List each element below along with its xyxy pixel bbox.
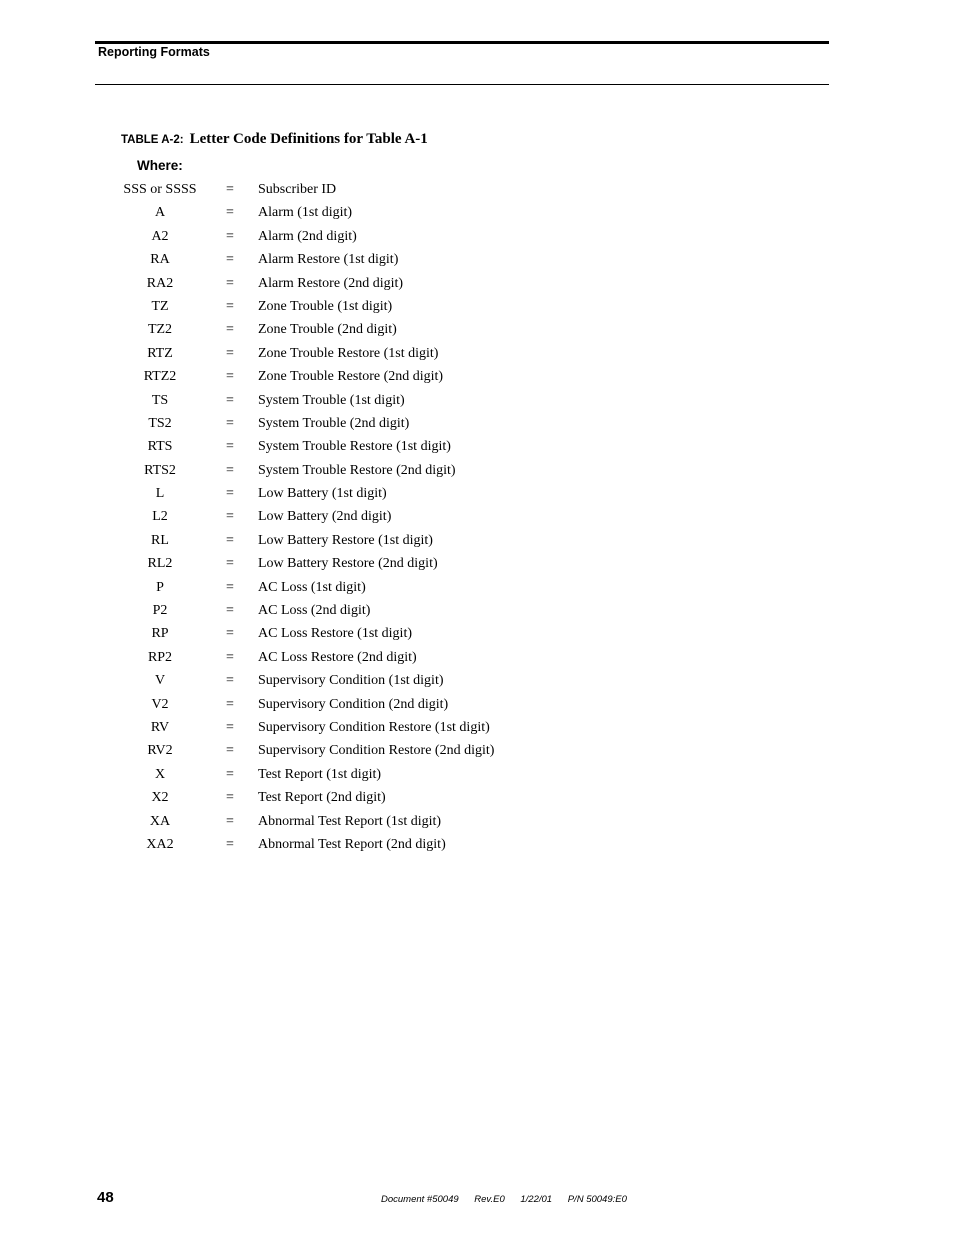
footer-date: 1/22/01 bbox=[520, 1194, 553, 1205]
equals-sign: = bbox=[226, 509, 234, 525]
table-row bbox=[112, 763, 572, 786]
code-definition: Zone Trouble (1st digit) bbox=[258, 298, 393, 314]
letter-code: RV bbox=[150, 719, 170, 735]
equals-sign: = bbox=[226, 439, 234, 455]
table-row bbox=[112, 786, 572, 809]
code-definition: AC Loss Restore (2nd digit) bbox=[258, 649, 417, 665]
equals-sign: = bbox=[226, 205, 234, 221]
where-label: Where: bbox=[137, 158, 183, 173]
letter-code: L bbox=[155, 486, 165, 502]
letter-code: TZ bbox=[151, 298, 169, 314]
top-rule bbox=[95, 41, 829, 44]
table-row bbox=[112, 482, 572, 505]
table-caption bbox=[121, 130, 428, 148]
letter-code: SSS or SSSS bbox=[123, 182, 197, 197]
equals-sign: = bbox=[226, 673, 234, 689]
equals-sign: = bbox=[226, 415, 234, 431]
letter-code: RTS bbox=[147, 439, 173, 455]
table-row bbox=[112, 576, 572, 599]
code-definition: Test Report (1st digit) bbox=[258, 766, 382, 782]
table-row bbox=[112, 833, 572, 856]
table-row bbox=[112, 622, 572, 645]
table-row bbox=[112, 599, 572, 622]
equals-sign: = bbox=[226, 603, 234, 619]
code-definition: Supervisory Condition (1st digit) bbox=[258, 673, 444, 689]
code-definition: AC Loss Restore (1st digit) bbox=[258, 626, 412, 642]
equals-sign: = bbox=[226, 275, 234, 291]
letter-code: RA bbox=[150, 252, 170, 268]
code-definition: AC Loss (2nd digit) bbox=[258, 603, 371, 619]
code-definition: Abnormal Test Report (2nd digit) bbox=[258, 836, 446, 852]
code-definition: AC Loss (1st digit) bbox=[258, 579, 366, 595]
equals-sign: = bbox=[226, 392, 234, 408]
table-row bbox=[112, 225, 572, 248]
code-definition: System Trouble (1st digit) bbox=[258, 392, 405, 408]
table-row bbox=[112, 435, 572, 458]
equals-sign: = bbox=[226, 579, 234, 595]
table-row bbox=[112, 248, 572, 271]
letter-code: RV2 bbox=[147, 743, 173, 759]
footer-document-info bbox=[381, 1194, 627, 1205]
letter-code: RTZ bbox=[147, 345, 173, 361]
table-row bbox=[112, 693, 572, 716]
letter-code: TS2 bbox=[148, 415, 172, 431]
letter-code: XA bbox=[149, 813, 171, 829]
table-row bbox=[112, 810, 572, 833]
header-rule bbox=[95, 84, 829, 85]
code-definition: Test Report (2nd digit) bbox=[258, 790, 386, 806]
letter-code: A bbox=[154, 205, 166, 221]
code-definition: Low Battery (1st digit) bbox=[258, 486, 387, 502]
equals-sign: = bbox=[226, 743, 234, 759]
footer-document-number: Document #50049 bbox=[381, 1194, 459, 1205]
table-row bbox=[112, 669, 572, 692]
letter-code: RP2 bbox=[147, 649, 173, 665]
letter-code: RP bbox=[151, 626, 169, 642]
table-row bbox=[112, 459, 572, 482]
code-definition: Supervisory Condition (2nd digit) bbox=[258, 696, 449, 712]
code-definition: System Trouble Restore (1st digit) bbox=[258, 439, 451, 455]
letter-code: V bbox=[154, 673, 166, 689]
code-definition: Supervisory Condition Restore (2nd digit) bbox=[258, 743, 495, 759]
letter-code: X2 bbox=[151, 790, 169, 806]
table-row bbox=[112, 739, 572, 762]
code-definition: Low Battery (2nd digit) bbox=[258, 509, 392, 525]
equals-sign: = bbox=[226, 532, 234, 548]
equals-sign: = bbox=[226, 556, 234, 572]
equals-sign: = bbox=[226, 813, 234, 829]
letter-code: RL2 bbox=[147, 556, 173, 572]
letter-code: L2 bbox=[152, 509, 168, 525]
letter-code: RTZ2 bbox=[143, 369, 177, 385]
code-definition: Alarm (2nd digit) bbox=[258, 228, 357, 244]
code-definition: Low Battery Restore (2nd digit) bbox=[258, 556, 438, 572]
code-definition: System Trouble Restore (2nd digit) bbox=[258, 462, 456, 478]
code-definition: Zone Trouble Restore (1st digit) bbox=[258, 345, 439, 361]
equals-sign: = bbox=[226, 649, 234, 665]
page-number: 48 bbox=[97, 1189, 114, 1206]
letter-code: A2 bbox=[151, 228, 169, 244]
letter-code: X bbox=[154, 766, 166, 782]
equals-sign: = bbox=[226, 252, 234, 268]
letter-code-table bbox=[112, 178, 572, 856]
equals-sign: = bbox=[226, 228, 234, 244]
code-definition: Alarm Restore (1st digit) bbox=[258, 252, 399, 268]
table-row bbox=[112, 342, 572, 365]
footer-part-number: P/N 50049:E0 bbox=[567, 1194, 627, 1205]
letter-code: TS bbox=[151, 392, 169, 408]
letter-code: RL bbox=[151, 532, 169, 548]
table-row bbox=[112, 716, 572, 739]
table-caption-title: Letter Code Definitions for Table A-1 bbox=[189, 131, 428, 147]
equals-sign: = bbox=[226, 836, 234, 852]
table-row bbox=[112, 272, 572, 295]
table-row bbox=[112, 389, 572, 412]
code-definition: System Trouble (2nd digit) bbox=[258, 415, 410, 431]
footer-revision: Rev.E0 bbox=[474, 1194, 505, 1205]
equals-sign: = bbox=[226, 719, 234, 735]
letter-code: XA2 bbox=[146, 836, 174, 852]
equals-sign: = bbox=[226, 369, 234, 385]
table-row bbox=[112, 552, 572, 575]
equals-sign: = bbox=[226, 486, 234, 502]
table-caption-label: TABLE A-2: bbox=[121, 134, 184, 146]
table-row bbox=[112, 201, 572, 224]
equals-sign: = bbox=[226, 790, 234, 806]
running-header-title: Reporting Formats bbox=[98, 45, 210, 59]
letter-code: P2 bbox=[152, 603, 168, 619]
code-definition: Supervisory Condition Restore (1st digit) bbox=[258, 719, 490, 735]
letter-code: P bbox=[156, 579, 164, 595]
letter-code: TZ2 bbox=[147, 322, 173, 338]
table-row bbox=[112, 412, 572, 435]
table-row bbox=[112, 529, 572, 552]
equals-sign: = bbox=[226, 766, 234, 782]
code-definition: Low Battery Restore (1st digit) bbox=[258, 532, 433, 548]
equals-sign: = bbox=[226, 462, 234, 478]
table-row bbox=[112, 295, 572, 318]
table-row bbox=[112, 365, 572, 388]
equals-sign: = bbox=[226, 182, 234, 197]
letter-code: RA2 bbox=[146, 275, 174, 291]
equals-sign: = bbox=[226, 696, 234, 712]
table-row bbox=[112, 646, 572, 669]
equals-sign: = bbox=[226, 322, 234, 338]
table-row bbox=[112, 505, 572, 528]
table-row bbox=[112, 178, 572, 201]
table-row bbox=[112, 318, 572, 341]
code-definition: Alarm (1st digit) bbox=[258, 205, 353, 221]
code-definition: Subscriber ID bbox=[258, 182, 337, 197]
code-definition: Zone Trouble (2nd digit) bbox=[258, 322, 397, 338]
code-definition: Abnormal Test Report (1st digit) bbox=[258, 813, 442, 829]
equals-sign: = bbox=[226, 345, 234, 361]
code-definition: Alarm Restore (2nd digit) bbox=[258, 275, 404, 291]
letter-code: RTS2 bbox=[144, 462, 176, 478]
equals-sign: = bbox=[226, 626, 234, 642]
code-definition: Zone Trouble Restore (2nd digit) bbox=[258, 369, 444, 385]
letter-code: V2 bbox=[151, 696, 169, 712]
equals-sign: = bbox=[226, 298, 234, 314]
